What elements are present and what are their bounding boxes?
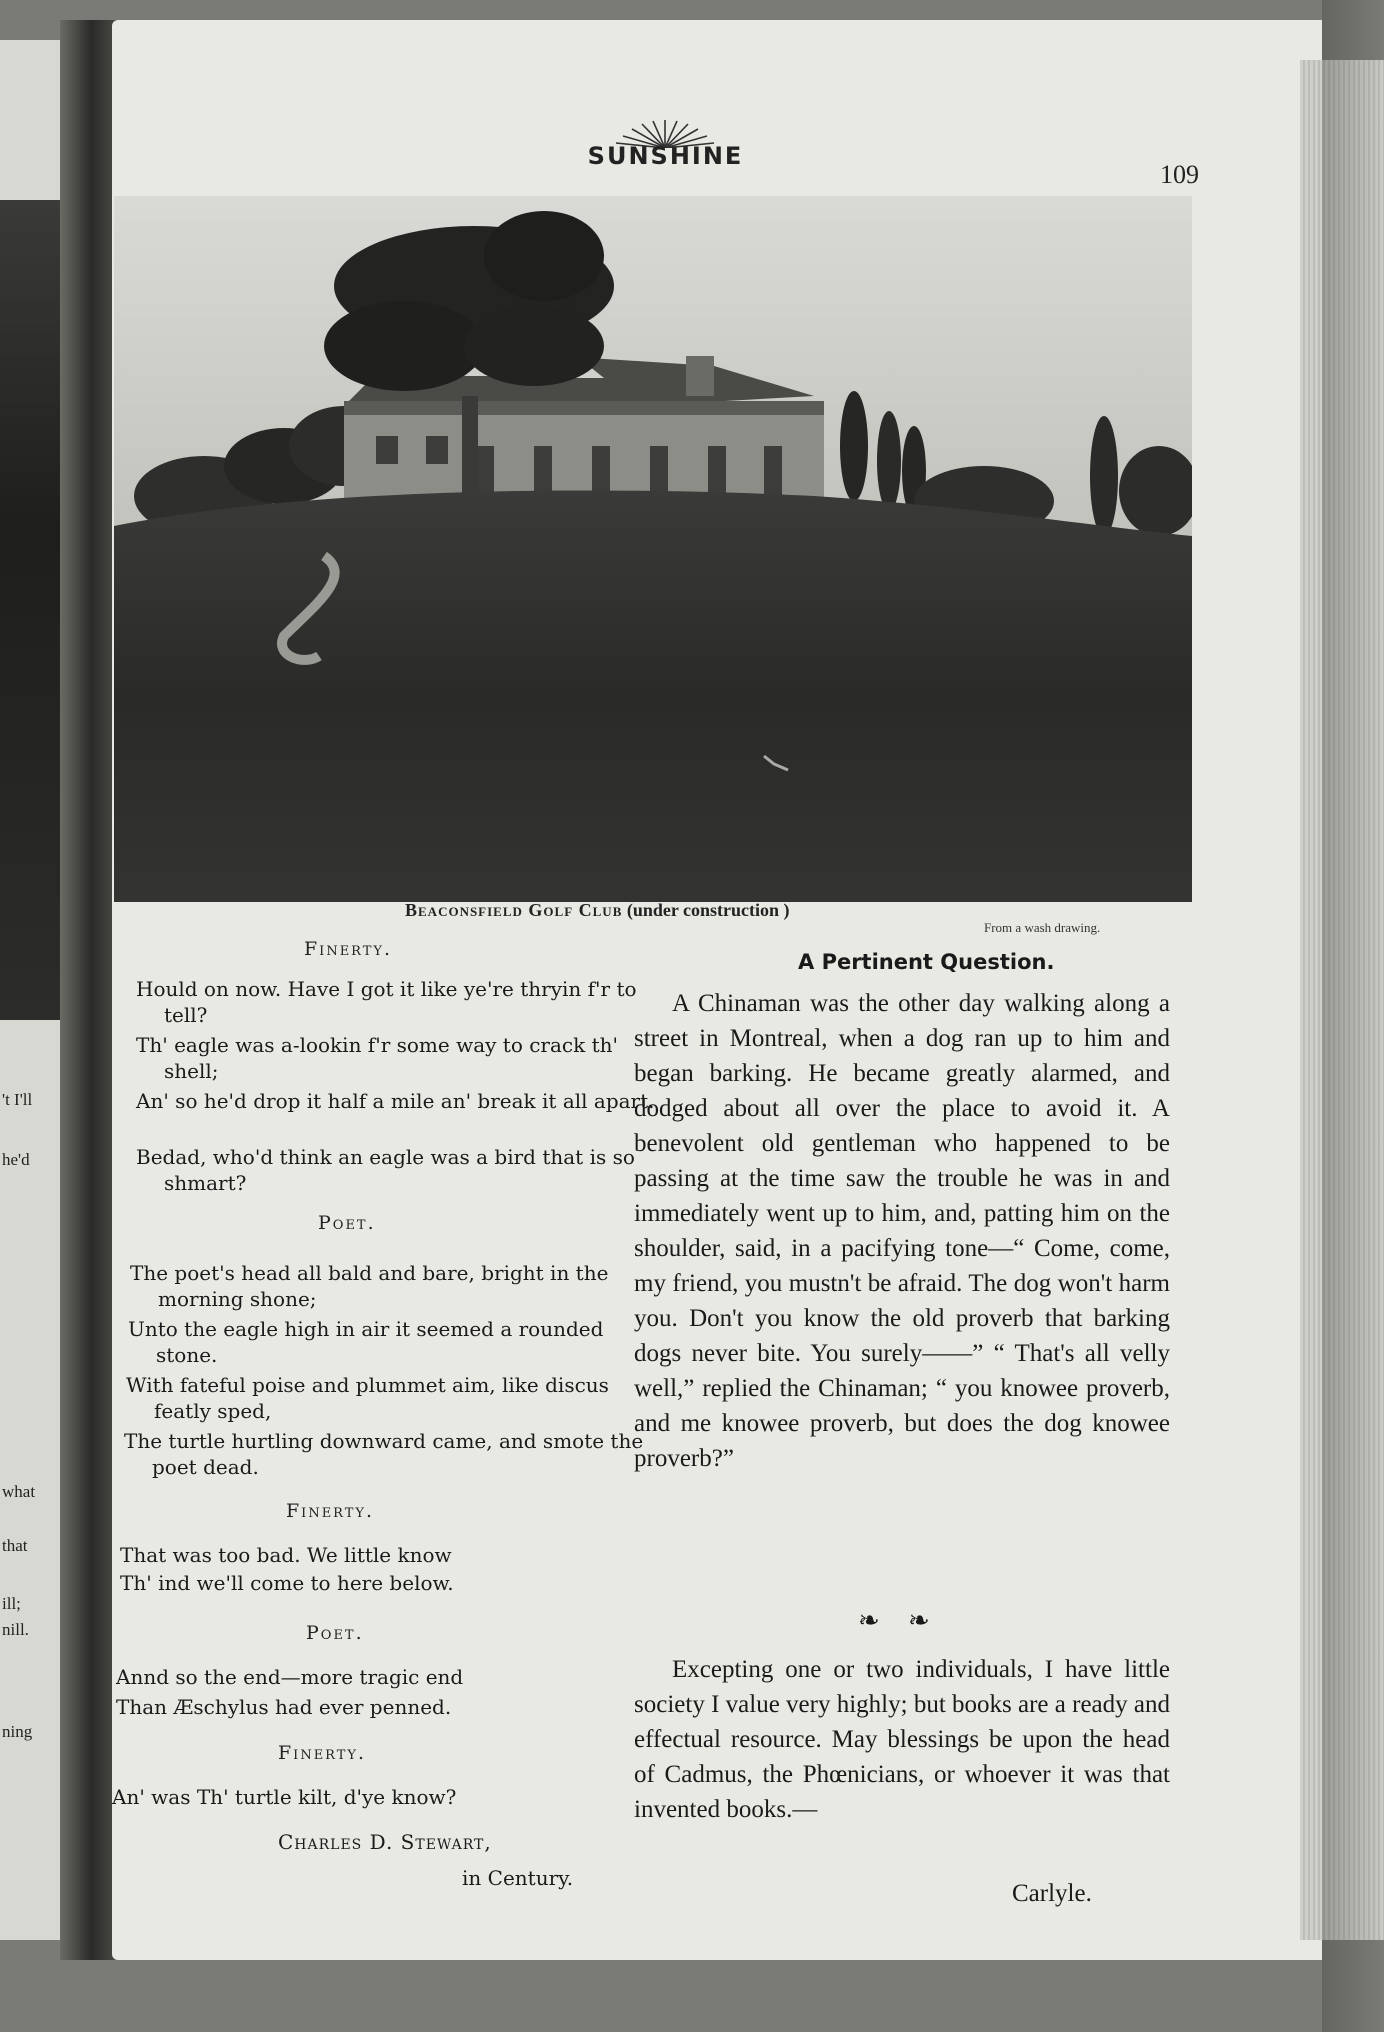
poem-speaker: Finerty. xyxy=(304,938,393,960)
caption-title: Beaconsfield Golf Club xyxy=(405,900,623,920)
poem-speaker: Poet. xyxy=(318,1212,376,1234)
poem-line: That was too bad. We little know xyxy=(120,1543,452,1567)
poem-line: Unto the eagle high in air it seemed a rounded stone. xyxy=(128,1317,604,1367)
poem-speaker: Poet. xyxy=(306,1622,364,1644)
poem-line: Annd so the end—more tragic end xyxy=(116,1665,464,1689)
poem-line: Than Æschylus had ever penned. xyxy=(116,1695,452,1719)
poem-line: An' was Th' turtle kilt, d'ye know? xyxy=(112,1785,457,1809)
facing-page-fragment: ill; xyxy=(2,1594,21,1613)
masthead-title: SUNSHINE xyxy=(587,142,744,170)
facing-page-fragment: that xyxy=(2,1536,28,1555)
poem-line: Th' ind we'll come to here below. xyxy=(120,1571,454,1595)
poem-line: The poet's head all bald and bare, bright in the morning shone; xyxy=(130,1261,609,1311)
facing-page-fragment: what xyxy=(2,1482,36,1501)
poem-speaker: Finerty. xyxy=(286,1500,375,1522)
fleuron-ornament-icon: ❧ ❧ xyxy=(858,1606,940,1636)
page-shadow xyxy=(1322,0,1384,2032)
facing-page-fragment: ning xyxy=(2,1722,33,1741)
article-title: A Pertinent Question. xyxy=(798,950,1055,974)
poem-line: The turtle hurtling downward came, and smote the poet dead. xyxy=(124,1429,644,1479)
facing-page-fragment: nill. xyxy=(2,1620,29,1639)
poem-line: Hould on now. Have I got it like ye're thryin f'r to tell? xyxy=(136,977,637,1027)
poem-speaker: Finerty. xyxy=(278,1742,367,1764)
page-number: 109 xyxy=(1160,160,1199,189)
poem-line: With fateful poise and plummet aim, like discus featly sped, xyxy=(126,1373,609,1423)
facing-page-fragment: 't I'll xyxy=(2,1090,33,1109)
illustration-caption xyxy=(405,900,790,921)
caption-note: (under construction ) xyxy=(622,900,790,920)
poem-author: Charles D. Stewart, xyxy=(278,1830,492,1854)
masthead xyxy=(578,118,753,170)
quote-author: Carlyle. xyxy=(1012,1880,1092,1907)
golf-club-illustration xyxy=(114,196,1192,902)
poem-line: Th' eagle was a-lookin f'r some way to crack th' shell; xyxy=(136,1033,619,1083)
poem-line: Bedad, who'd think an eagle was a bird that is so shmart? xyxy=(136,1145,635,1195)
article-body: A Chinaman was the other day walking along a street in Montreal, when a dog ran up to him and began barking. He became greatly alarmed, and dodged about all over the place to avoid it. A benevolent old gentleman who happened to be passing at the time saw the trouble he was in and immediately went up to him, and, patting him on the shoulder, said, in a pacifying tone—“ Come, come, my friend, you mustn't be afraid. The dog won't harm you. Don't you know the old proverb that barking dogs never bite. You surely——” “ That's all velly well,” replied the Chinaman; “ you knowee proverb, and me knowee proverb, but does the dog knowee proverb?” xyxy=(634,990,1170,1472)
quote-body: Excepting one or two individuals, I have little society I value very highly; but books are a ready and effectual resource. May blessings be upon the head of Cadmus, the Phœnicians, or whoever it was that invented books.— xyxy=(634,1656,1170,1823)
poem-line: An' so he'd drop it half a mile an' break it all apart. xyxy=(136,1089,655,1113)
facing-page-fragment: he'd xyxy=(2,1150,30,1169)
illustration-credit: From a wash drawing. xyxy=(984,920,1101,935)
poem-source: in Century. xyxy=(462,1866,574,1890)
